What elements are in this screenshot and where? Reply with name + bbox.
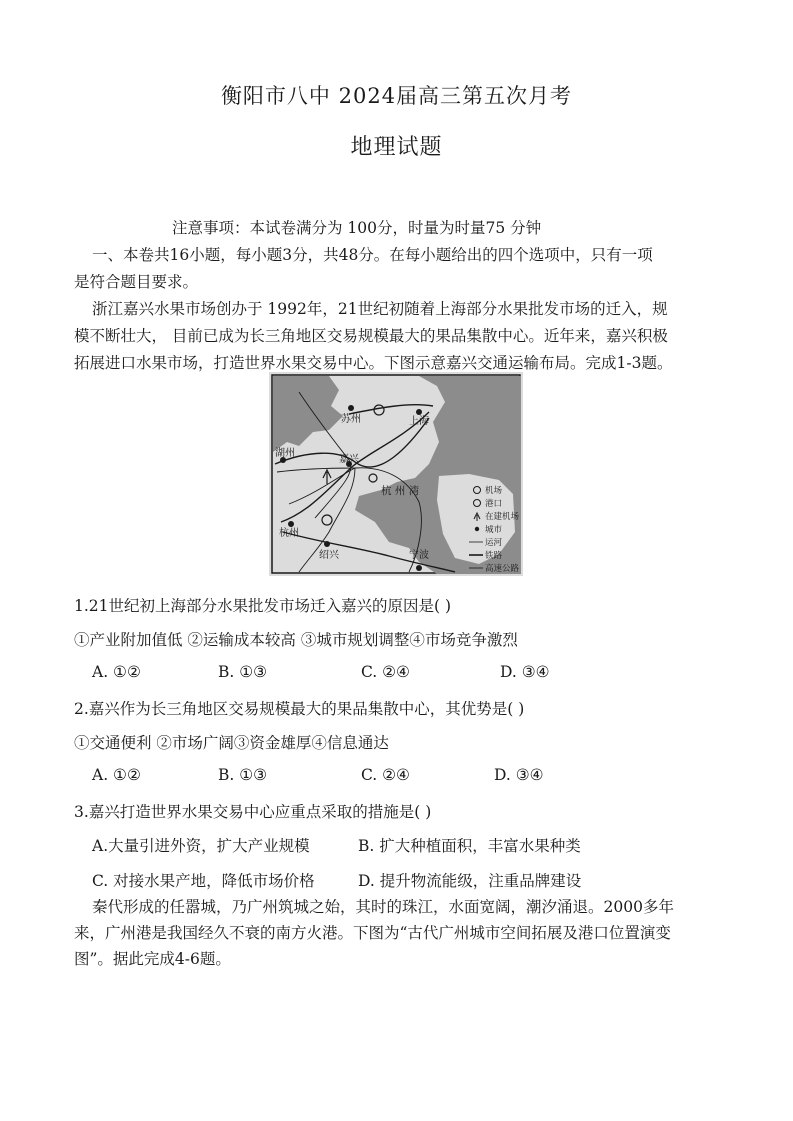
legend-city: 城市 (485, 525, 503, 535)
legend-railway: 铁路 (485, 551, 503, 561)
question-3-option-c: C. 对接水果产地，降低市场价格 (92, 872, 315, 890)
question-3-option-d: D. 提升物流能级，注重品牌建设 (358, 872, 582, 890)
notice-text: 注意事项：本试卷满分为 100分，时量为时量75 分钟 (172, 219, 542, 237)
label-hangzhou-bay: 杭 州 湾 (381, 485, 420, 497)
question-1-stem: 1.21世纪初上海部分水果批发市场迁入嘉兴的原因是( ) (74, 597, 452, 615)
question-1-option-b: B. ①③ (218, 663, 268, 681)
passage-1-line-2: 模不断壮大， 目前已成为长三角地区交易规模最大的果品集散中心。近年来，嘉兴积极 (74, 327, 668, 345)
legend-airport: 机场 (485, 486, 503, 496)
question-2-option-d: D. ③④ (494, 766, 544, 784)
city-dot-hangzhou (288, 521, 294, 527)
label-ningbo: 宁波 (409, 550, 429, 561)
city-dot-suzhou (348, 405, 354, 411)
question-1-option-c: C. ②④ (361, 663, 410, 681)
section-intro-line-2: 是符合题目要求。 (74, 273, 199, 291)
label-hangzhou: 杭州 (279, 528, 299, 539)
label-suzhou: 苏州 (341, 414, 361, 425)
legend-building-airport: 在建机场 (485, 512, 520, 522)
city-dot-shaoxing (324, 541, 330, 547)
question-1-option-a: A. ①② (92, 663, 141, 681)
question-2-option-b: B. ①③ (218, 766, 268, 784)
section-intro-line-1: 一、本卷共16小题，每小题3分，共48分。在每小题给出的四个选项中，只有一项 (92, 246, 653, 264)
passage-2-line-2: 来，广州港是我国经久不衰的南方火港。下图为“古代广州城市空间拓展及港口位置演变 (74, 924, 671, 942)
question-2-option-c: C. ②④ (361, 766, 410, 784)
question-3-stem: 3.嘉兴打造世界水果交易中心应重点采取的措施是( ) (74, 803, 432, 821)
city-dot-ningbo (416, 565, 422, 571)
question-2-stem: 2.嘉兴作为长三角地区交易规模最大的果品集散中心，其优势是( ) (74, 700, 525, 718)
city-dot-shanghai (416, 409, 422, 415)
question-2-items: ①交通便利 ②市场广阔③资金雄厚④信息通达 (74, 734, 389, 752)
label-shaoxing: 绍兴 (319, 550, 339, 561)
jiaxing-transport-map (269, 372, 523, 576)
label-shanghai: 上海 (409, 416, 429, 427)
passage-1-line-1: 浙江嘉兴水果市场创办于 1992年，21世纪初随着上海部分水果批发市场的迁入，规 (92, 300, 668, 318)
question-1-option-d: D. ③④ (500, 663, 550, 681)
question-1-items: ①产业附加值低 ②运输成本较高 ③城市规划调整④市场竞争激烈 (74, 631, 518, 649)
legend-highway: 高速公路 (485, 564, 520, 574)
passage-2-line-1: 秦代形成的任嚣城，乃广州筑城之始，其时的珠江，水面宽阔，潮汐涌退。2000多年 (92, 898, 674, 916)
question-3-option-a: A.大量引进外资，扩大产业规模 (92, 837, 310, 855)
exam-title: 衡阳市八中 2024届高三第五次月考 (220, 84, 573, 108)
legend-canal: 运河 (485, 538, 503, 548)
question-3-option-b: B. 扩大种植面积，丰富水果种类 (358, 837, 581, 855)
question-2-option-a: A. ①② (92, 766, 141, 784)
label-huzhou: 湖州 (275, 448, 295, 459)
legend-port: 港口 (485, 499, 503, 509)
passage-1-line-3: 拓展进口水果市场，打造世界水果交易中心。下图示意嘉兴交通运输布局。完成1-3题。 (74, 354, 673, 372)
exam-subtitle: 地理试题 (350, 135, 443, 160)
passage-2-line-3: 图”。据此完成4-6题。 (74, 950, 231, 968)
label-jiaxing: 嘉兴 (339, 454, 359, 465)
